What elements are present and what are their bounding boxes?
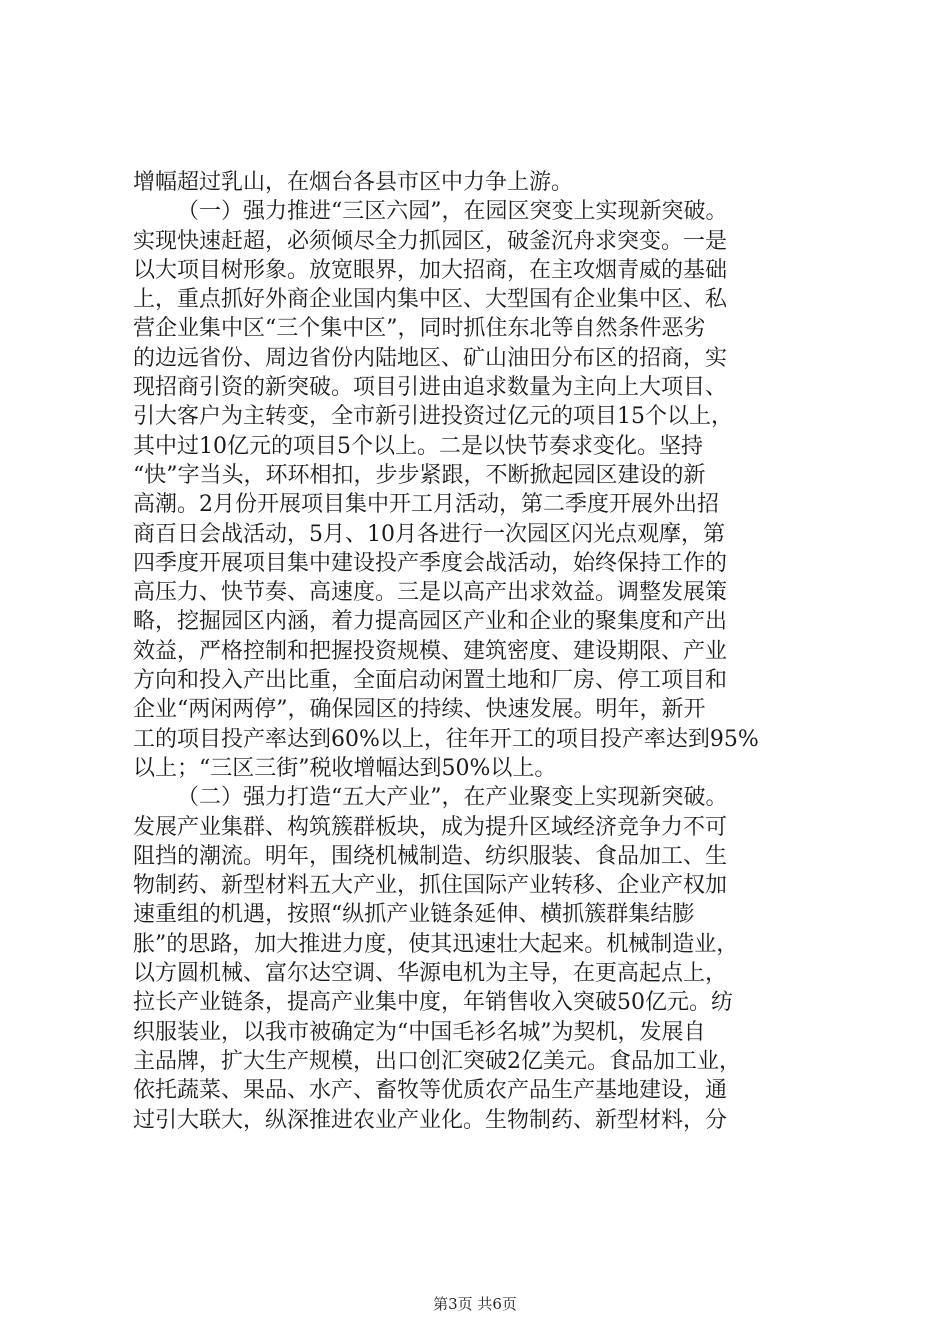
text-line: 上，重点抓好外商企业国内集中区、大型国有企业集中区、私 (133, 287, 728, 313)
text-line: 过引大联大，纵深推进农业产业化。生物制药、新型材料，分 (133, 1107, 728, 1133)
text-line: （一）强力推进“三区六园”，在园区突变上实现新突破。 (177, 199, 728, 225)
text-line: 商百日会战活动，5月、10月各进行一次园区闪光点观摩，第 (133, 521, 725, 547)
text-line: “快”字当头，环环相扣，步步紧跟，不断掀起园区建设的新 (133, 462, 706, 488)
text-line: 的边远省份、周边省份内陆地区、矿山油田分布区的招商，实 (133, 345, 728, 371)
text-line: 主品牌，扩大生产规模，出口创汇突破2亿美元。食品加工业， (133, 1048, 741, 1074)
text-line: 以方圆机械、富尔达空调、华源电机为主导，在更高起点上， (133, 961, 728, 987)
text-line: 增幅超过乳山，在烟台各县市区中力争上游。 (133, 170, 574, 195)
text-line: 以上；“三区三街”税收增幅达到50%以上。 (133, 755, 557, 781)
text-line: 物制药、新型材料五大产业，抓住国际产业转移、企业产权加 (133, 873, 728, 899)
text-line: 四季度开展项目集中建设投产季度会战活动，始终保持工作的 (133, 550, 728, 576)
text-line: 工的项目投产率达到60%以上，往年开工的项目投产率达到95% (133, 726, 759, 752)
text-line: 营企业集中区“三个集中区”，同时抓住东北等自然条件恶劣 (133, 316, 706, 342)
text-line: 以大项目树形象。放宽眼界，加大招商，在主攻烟青威的基础 (133, 257, 728, 283)
text-line: 其中过10亿元的项目5个以上。二是以快节奏求变化。坚持 (133, 433, 703, 459)
text-line: 实现快速赶超，必须倾尽全力抓园区，破釜沉舟求突变。一是 (133, 228, 728, 254)
body-text (133, 168, 829, 1135)
text-line: 胀”的思路，加大推进力度，使其迅速壮大起来。机械制造业， (133, 931, 739, 957)
text-line: 依托蔬菜、果品、水产、畜牧等优质农产品生产基地建设，通 (133, 1078, 728, 1104)
text-line: 速重组的机遇，按照“纵抓产业链条延伸、横抓簇群集结膨 (133, 902, 695, 928)
text-line: 高潮。2月份开展项目集中开工月活动，第二季度开展外出招 (133, 492, 719, 518)
text-line: 织服装业，以我市被确定为“中国毛衫名城”为契机，发展自 (133, 1019, 706, 1045)
text-line: 企业“两闲两停”，确保园区的持续、快速发展。明年，新开 (133, 697, 706, 723)
text-line: 发展产业集群、构筑簇群板块，成为提升区域经济竞争力不可 (133, 814, 728, 840)
text-line: 引大客户为主转变，全市新引进投资过亿元的项目15个以上， (133, 404, 733, 430)
text-line: 方向和投入产出比重，全面启动闲置土地和厂房、停工项目和 (133, 668, 728, 694)
text-line: 现招商引资的新突破。项目引进由追求数量为主向上大项目、 (133, 375, 728, 401)
text-line: （二）强力打造“五大产业”，在产业聚变上实现新突破。 (177, 785, 728, 811)
text-line: 拉长产业链条，提高产业集中度，年销售收入突破50亿元。纺 (133, 990, 733, 1016)
text-line: 效益，严格控制和把握投资规模、建筑密度、建设期限、产业 (133, 638, 728, 664)
text-line: 阻挡的潮流。明年，围绕机械制造、纺织服装、食品加工、生 (133, 843, 728, 869)
text-line: 高压力、快节奏、高速度。三是以高产出求效益。调整发展策 (133, 580, 728, 606)
page-footer: 第3页 共6页 (433, 1295, 517, 1313)
text-line: 略，挖掘园区内涵，着力提高园区产业和企业的聚集度和产出 (133, 609, 728, 635)
